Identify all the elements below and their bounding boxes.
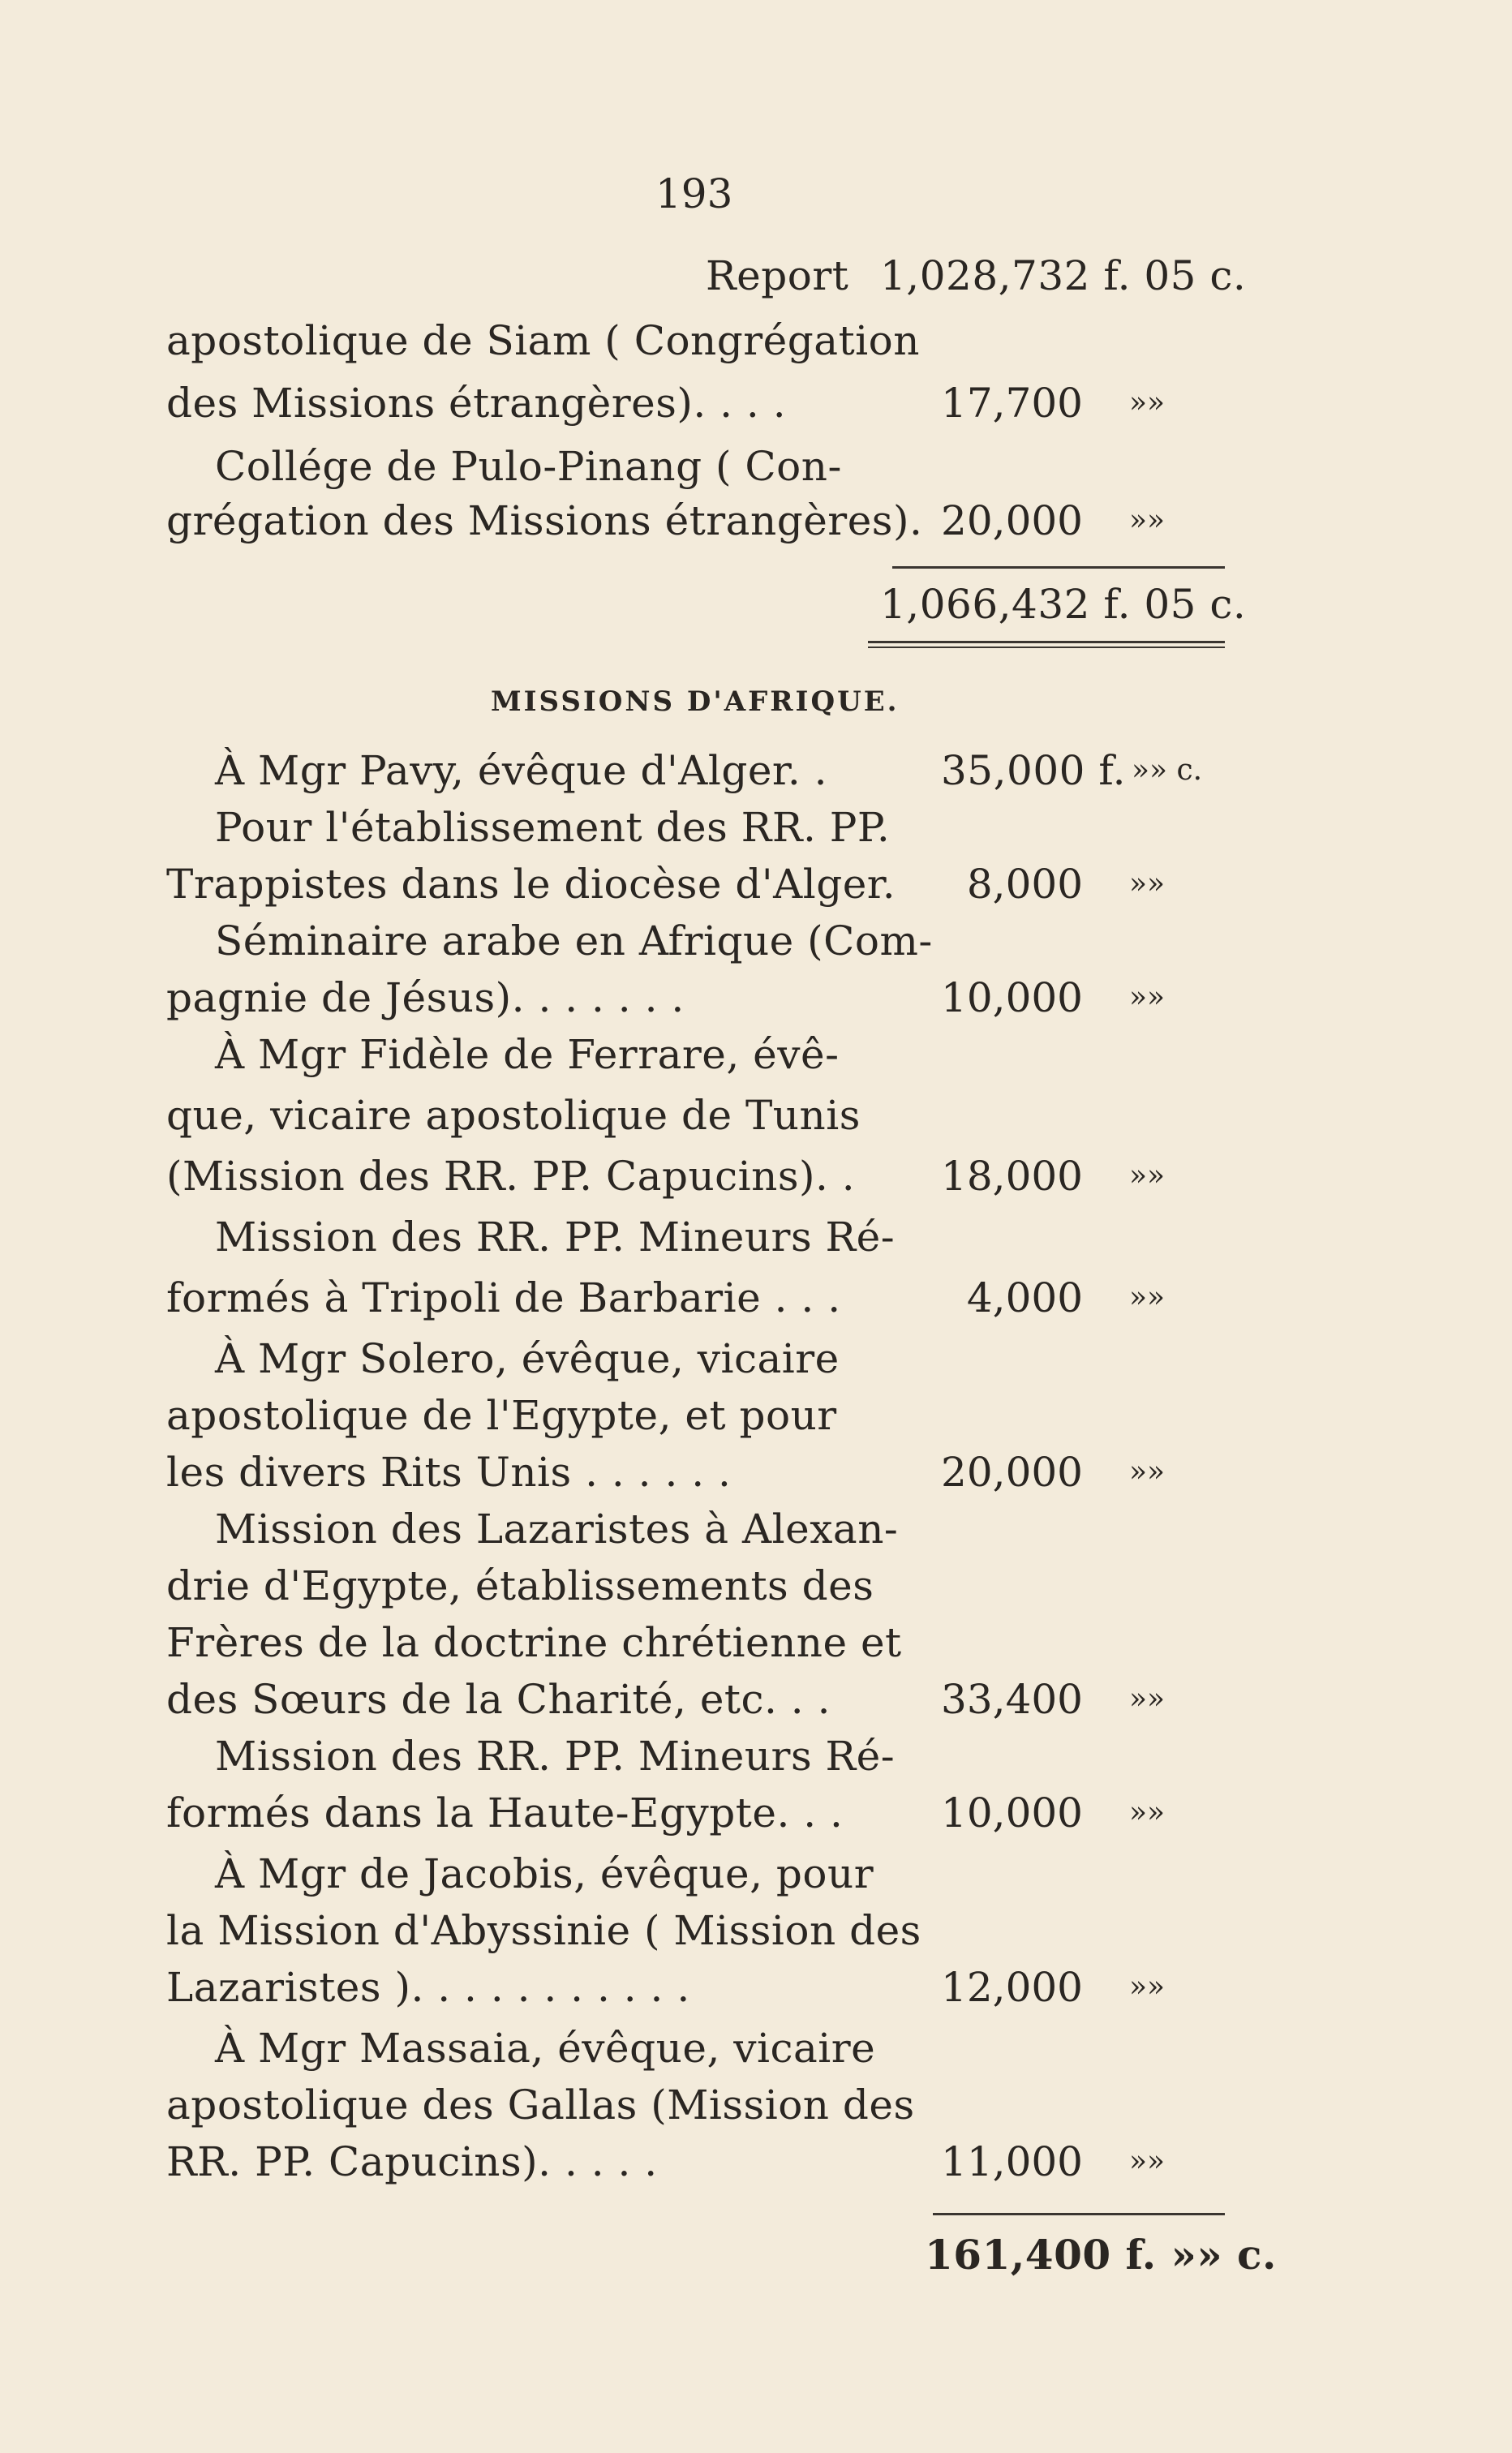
entry-suffix: »» — [1129, 504, 1166, 537]
entry-line: formés à Tripoli de Barbarie . . . — [166, 1274, 841, 1321]
entry-amount: 33,400 — [941, 1676, 1083, 1723]
entry-suffix: »» — [1129, 1682, 1166, 1716]
entry-line: formés dans la Haute-Egypte. . . — [166, 1789, 844, 1837]
entry-line: À Mgr Pavy, évêque d'Alger. . — [215, 747, 828, 794]
entry-line: apostolique des Gallas (Mission des — [166, 2081, 915, 2129]
double-rule-top — [868, 641, 1225, 643]
entry-line: pagnie de Jésus). . . . . . . — [166, 974, 685, 1021]
entry-amount: 10,000 — [941, 1789, 1083, 1837]
entry-amount: 20,000 — [941, 1449, 1083, 1496]
entry-line: drie d'Egypte, établissements des — [166, 1562, 874, 1609]
entry-line: des Missions étrangères). . . . — [166, 380, 787, 427]
entry-amount: 18,000 — [941, 1153, 1083, 1200]
entry-line: Séminaire arabe en Afrique (Com- — [215, 917, 933, 964]
entry-line: Mission des RR. PP. Mineurs Ré- — [215, 1214, 896, 1261]
entry-line: Mission des RR. PP. Mineurs Ré- — [215, 1733, 896, 1780]
entry-line: À Mgr Massaia, évêque, vicaire — [215, 2025, 876, 2072]
report-label: Report — [706, 252, 849, 299]
entry-suffix: »» — [1129, 386, 1166, 419]
entry-amount: 8,000 — [966, 861, 1083, 908]
entry-line: Pour l'établissement des RR. PP. — [215, 804, 891, 851]
entry-line: que, vicaire apostolique de Tunis — [166, 1092, 861, 1139]
entry-amount: 35,000 f. — [941, 747, 1126, 794]
entry-amount: 12,000 — [941, 1964, 1083, 2011]
entry-line: À Mgr Fidèle de Ferrare, évê- — [215, 1031, 840, 1078]
entry-amount: 10,000 — [941, 974, 1083, 1021]
total-rule — [933, 2213, 1225, 2215]
entry-line: Collége de Pulo-Pinang ( Con- — [215, 443, 842, 490]
entry-suffix: »» — [1129, 2145, 1166, 2178]
entry-line: la Mission d'Abyssinie ( Mission des — [166, 1907, 921, 1954]
page-number: 193 — [655, 170, 733, 217]
subtotal-amount: 1,066,432 f. 05 c. — [880, 581, 1247, 628]
entry-line: Frères de la doctrine chrétienne et — [166, 1619, 902, 1666]
entry-amount: 4,000 — [966, 1274, 1083, 1321]
entry-suffix: »» — [1129, 867, 1166, 900]
entry-line: À Mgr de Jacobis, évêque, pour — [215, 1850, 874, 1897]
entry-suffix: »» c. — [1132, 754, 1203, 787]
entry-amount: 11,000 — [941, 2138, 1083, 2185]
entry-suffix: »» — [1129, 1455, 1166, 1489]
entry-suffix: »» — [1129, 1796, 1166, 1829]
entry-line: apostolique de l'Egypte, et pour — [166, 1392, 837, 1439]
entry-line: RR. PP. Capucins). . . . . — [166, 2138, 658, 2185]
entry-line: les divers Rits Unis . . . . . . — [166, 1449, 732, 1496]
section-title: MISSIONS D'AFRIQUE. — [491, 685, 900, 718]
entry-line: Lazaristes ). . . . . . . . . . . — [166, 1964, 690, 2011]
total-amount: 161,400 f. »» c. — [925, 2231, 1277, 2279]
entry-line: apostolique de Siam ( Congrégation — [166, 317, 920, 364]
entry-suffix: »» — [1129, 1970, 1166, 2004]
entry-line: (Mission des RR. PP. Capucins). . — [166, 1153, 856, 1200]
entry-line: Mission des Lazaristes à Alexan- — [215, 1506, 899, 1553]
entry-line: grégation des Missions étrangères). — [166, 497, 923, 544]
entry-suffix: »» — [1129, 981, 1166, 1014]
entry-line: des Sœurs de la Charité, etc. . . — [166, 1676, 831, 1723]
report-amount: 1,028,732 f. 05 c. — [880, 252, 1247, 299]
subtotal-rule — [892, 566, 1225, 569]
double-rule-bottom — [868, 647, 1225, 648]
entry-suffix: »» — [1129, 1159, 1166, 1192]
entry-line: Trappistes dans le diocèse d'Alger. — [166, 861, 896, 908]
entry-amount: 17,700 — [941, 380, 1083, 427]
entry-line: À Mgr Solero, évêque, vicaire — [215, 1335, 840, 1382]
entry-suffix: »» — [1129, 1281, 1166, 1314]
entry-amount: 20,000 — [941, 497, 1083, 544]
